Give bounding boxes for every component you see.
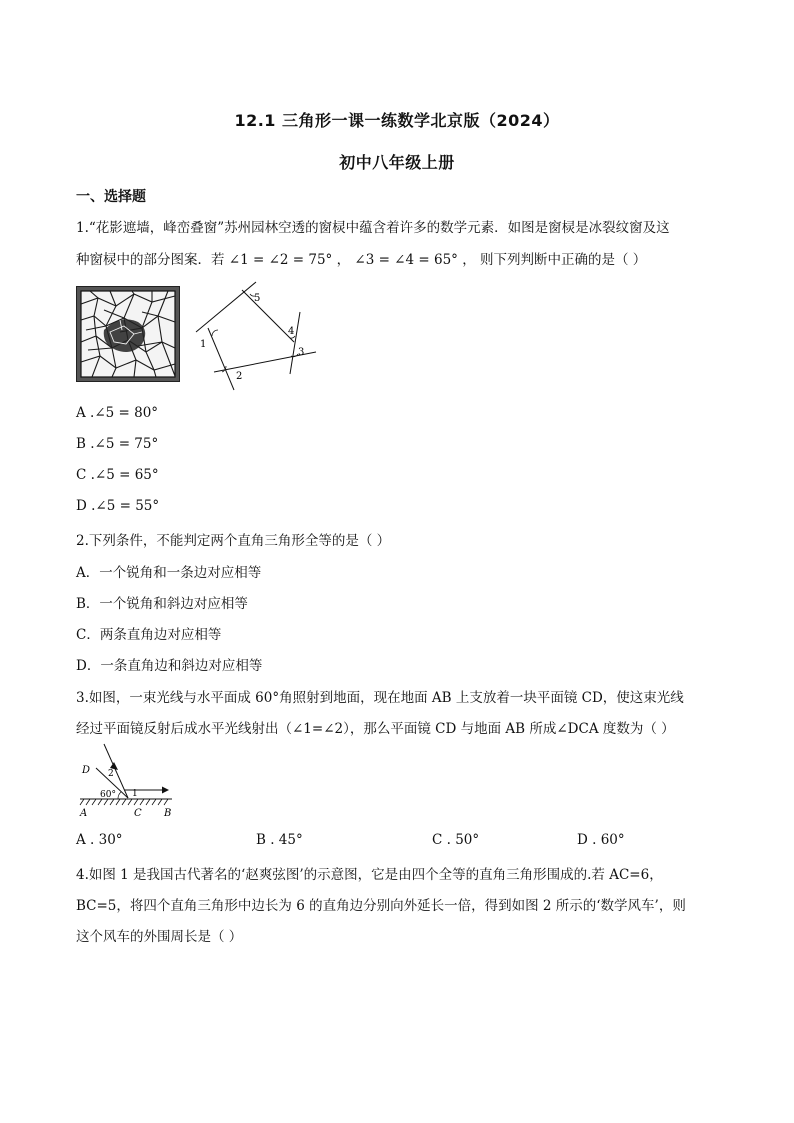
q1-option-d[interactable]: D .∠5 = 55° [76, 498, 160, 514]
q1-stem-line2: 种窗棂中的部分图案．若 ∠1 = ∠2 = 75° ， ∠3 = ∠4 = 65° ， 则下列判断中正确的是（ ） [76, 252, 647, 268]
q1-figure-label-4: 4 [288, 326, 295, 337]
q4-stem-line3: 这个风车的外围周长是（ ） [76, 929, 243, 945]
q1-pentagon-figure [194, 280, 318, 392]
q3-label-c: C [134, 808, 142, 819]
q2-option-d[interactable]: D．一条直角边和斜边对应相等 [76, 658, 263, 674]
q1-figure-label-3: 3 [298, 347, 305, 358]
q1-option-a[interactable]: A .∠5 = 80° [76, 405, 159, 421]
q4-stem-line2: BC=5，将四个直角三角形中边长为 6 的直角边分别向外延长一倍，得到如图 2 所示的‘数学风车’，则 [76, 898, 686, 914]
q1-figure-label-2: 2 [236, 371, 243, 382]
q1-window-pattern-image [76, 286, 180, 382]
document-title: 12.1 三角形一课一练数学北京版（2024） [234, 111, 560, 130]
document-subtitle: 初中八年级上册 [339, 153, 455, 172]
q3-label-1: 1 [132, 789, 138, 799]
q3-label-2: 2 [108, 769, 114, 779]
q2-option-a[interactable]: A．一个锐角和一条边对应相等 [76, 565, 262, 581]
q3-stem-line2: 经过平面镜反射后成水平光线射出（∠1=∠2），那么平面镜 CD 与地面 AB 所成∠DCA 度数为（ ） [76, 721, 675, 737]
q1-stem-line1: 1.“花影遮墙，峰峦叠窗”苏州园林空透的窗棂中蕴含着许多的数学元素．如图是窗棂是冰裂纹窗及这 [76, 220, 670, 236]
section-heading: 一、选择题 [76, 189, 146, 205]
q1-option-b[interactable]: B .∠5 = 75° [76, 436, 159, 452]
q3-option-b[interactable]: B . 45° [256, 832, 303, 848]
q1-figure-label-1: 1 [200, 339, 207, 350]
q3-option-d[interactable]: D . 60° [577, 832, 625, 848]
q3-light-reflection-figure [78, 742, 182, 822]
q3-option-c[interactable]: C . 50° [432, 832, 480, 848]
q2-stem: 2.下列条件，不能判定两个直角三角形全等的是（ ） [76, 533, 391, 549]
q2-option-c[interactable]: C．两条直角边对应相等 [76, 627, 222, 643]
q3-label-60: 60° [100, 790, 116, 800]
q3-label-b: B [164, 808, 172, 819]
q3-stem-line1: 3.如图，一束光线与水平面成 60°角照射到地面，现在地面 AB 上支放着一块平面镜 CD，使这束光线 [76, 690, 684, 706]
q1-option-c[interactable]: C .∠5 = 65° [76, 467, 159, 483]
q3-label-a: A [80, 808, 88, 819]
q3-option-a[interactable]: A . 30° [76, 832, 123, 848]
q3-label-d: D [82, 765, 91, 776]
q4-stem-line1: 4.如图 1 是我国古代著名的‘赵爽弦图’的示意图，它是由四个全等的直角三角形围成的.若 AC=6， [76, 867, 663, 883]
q2-option-b[interactable]: B．一个锐角和斜边对应相等 [76, 596, 248, 612]
q1-figure-label-5: 5 [254, 293, 261, 304]
